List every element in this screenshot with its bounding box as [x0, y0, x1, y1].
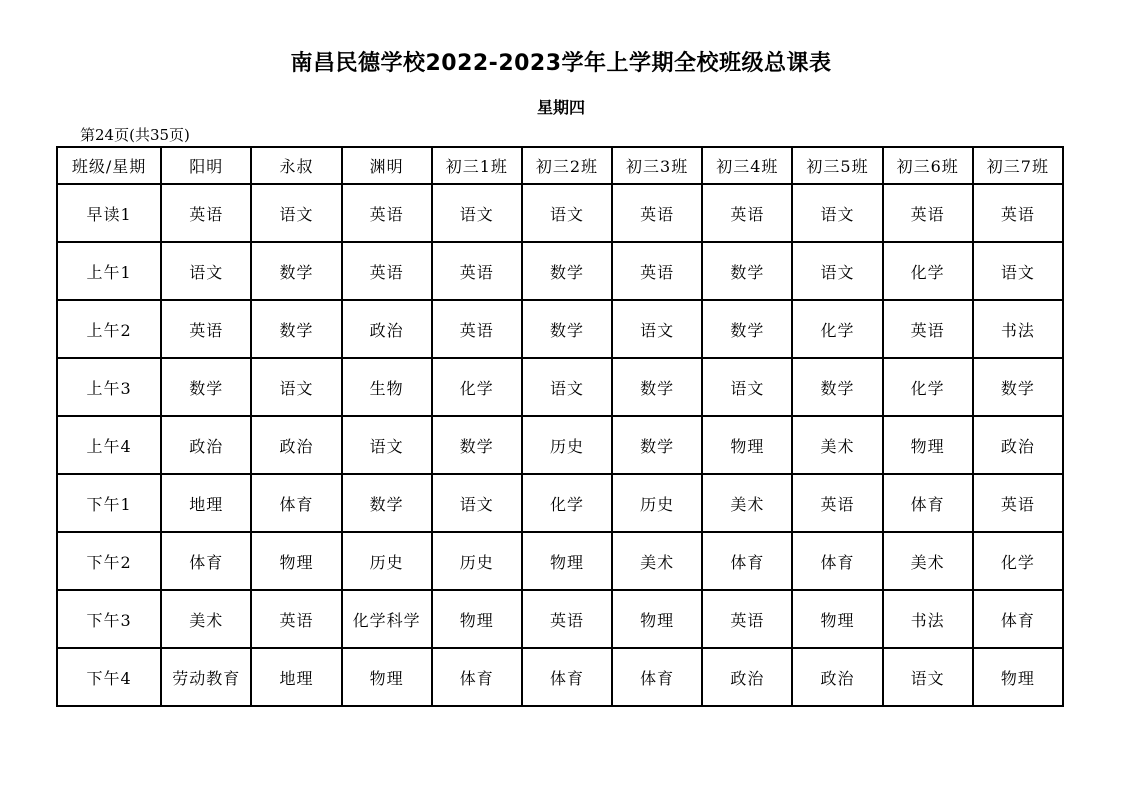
subject-cell: 英语 — [432, 242, 522, 300]
subject-cell: 语文 — [792, 242, 882, 300]
column-header-period: 班级/星期 — [57, 147, 161, 184]
subject-cell: 数学 — [251, 242, 341, 300]
subject-cell: 物理 — [883, 416, 973, 474]
subject-cell: 语文 — [612, 300, 702, 358]
subject-cell: 英语 — [342, 184, 432, 242]
subject-cell: 数学 — [612, 416, 702, 474]
table-row — [57, 184, 1063, 242]
subject-cell: 英语 — [702, 184, 792, 242]
subject-cell: 物理 — [432, 590, 522, 648]
subject-cell: 英语 — [522, 590, 612, 648]
subject-cell: 美术 — [702, 474, 792, 532]
subject-cell: 美术 — [612, 532, 702, 590]
table-row — [57, 590, 1063, 648]
subject-cell: 数学 — [432, 416, 522, 474]
subject-cell: 历史 — [342, 532, 432, 590]
period-cell: 下午3 — [57, 590, 161, 648]
subject-cell: 生物 — [342, 358, 432, 416]
subject-cell: 化学 — [883, 358, 973, 416]
subject-cell: 数学 — [161, 358, 251, 416]
period-cell: 上午2 — [57, 300, 161, 358]
subject-cell: 数学 — [702, 242, 792, 300]
subject-cell: 英语 — [702, 590, 792, 648]
subject-cell: 美术 — [883, 532, 973, 590]
subject-cell: 数学 — [342, 474, 432, 532]
subject-cell: 体育 — [973, 590, 1063, 648]
subject-cell: 美术 — [161, 590, 251, 648]
subject-cell: 语文 — [251, 358, 341, 416]
subject-cell: 政治 — [792, 648, 882, 706]
subject-cell: 体育 — [522, 648, 612, 706]
subject-cell: 数学 — [973, 358, 1063, 416]
header-row — [57, 147, 1063, 184]
subject-cell: 语文 — [251, 184, 341, 242]
period-cell: 下午2 — [57, 532, 161, 590]
column-header: 初三1班 — [432, 147, 522, 184]
subject-cell: 体育 — [432, 648, 522, 706]
subject-cell: 数学 — [522, 300, 612, 358]
subject-cell: 数学 — [522, 242, 612, 300]
subject-cell: 英语 — [883, 300, 973, 358]
subject-cell: 物理 — [612, 590, 702, 648]
page-title: 南昌民德学校2022-2023学年上学期全校班级总课表 — [290, 51, 832, 76]
subject-cell: 历史 — [612, 474, 702, 532]
subject-cell: 语文 — [432, 184, 522, 242]
table-row — [57, 648, 1063, 706]
subject-cell: 英语 — [251, 590, 341, 648]
subject-cell: 语文 — [973, 242, 1063, 300]
table-row — [57, 474, 1063, 532]
schedule-body — [57, 184, 1063, 706]
subject-cell: 体育 — [792, 532, 882, 590]
subject-cell: 英语 — [973, 474, 1063, 532]
subject-cell: 体育 — [702, 532, 792, 590]
subject-cell: 体育 — [161, 532, 251, 590]
subject-cell: 政治 — [973, 416, 1063, 474]
column-header: 永叔 — [251, 147, 341, 184]
subject-cell: 物理 — [342, 648, 432, 706]
subject-cell: 体育 — [883, 474, 973, 532]
table-row — [57, 242, 1063, 300]
subject-cell: 语文 — [883, 648, 973, 706]
subject-cell: 英语 — [432, 300, 522, 358]
column-header: 渊明 — [342, 147, 432, 184]
subject-cell: 数学 — [251, 300, 341, 358]
subject-cell: 政治 — [342, 300, 432, 358]
table-row — [57, 300, 1063, 358]
table-row — [57, 532, 1063, 590]
column-header: 初三2班 — [522, 147, 612, 184]
subject-cell: 物理 — [251, 532, 341, 590]
subject-cell: 数学 — [702, 300, 792, 358]
subject-cell: 语文 — [161, 242, 251, 300]
subject-cell: 地理 — [161, 474, 251, 532]
subject-cell: 英语 — [161, 300, 251, 358]
subject-cell: 劳动教育 — [161, 648, 251, 706]
subject-cell: 化学 — [883, 242, 973, 300]
subject-cell: 美术 — [792, 416, 882, 474]
subject-cell: 物理 — [973, 648, 1063, 706]
subject-cell: 语文 — [522, 184, 612, 242]
column-header: 阳明 — [161, 147, 251, 184]
subject-cell: 英语 — [612, 242, 702, 300]
period-cell: 上午1 — [57, 242, 161, 300]
subject-cell: 化学科学 — [342, 590, 432, 648]
subject-cell: 政治 — [251, 416, 341, 474]
schedule-table — [56, 146, 1064, 707]
day-subtitle: 星期四 — [536, 98, 585, 117]
subject-cell: 书法 — [973, 300, 1063, 358]
subject-cell: 体育 — [251, 474, 341, 532]
subject-cell: 政治 — [702, 648, 792, 706]
subject-cell: 语文 — [432, 474, 522, 532]
subject-cell: 历史 — [522, 416, 612, 474]
subject-cell: 化学 — [432, 358, 522, 416]
period-cell: 上午4 — [57, 416, 161, 474]
column-header: 初三7班 — [973, 147, 1063, 184]
subject-cell: 语文 — [702, 358, 792, 416]
subject-cell: 化学 — [973, 532, 1063, 590]
subject-cell: 政治 — [161, 416, 251, 474]
period-cell: 上午3 — [57, 358, 161, 416]
subject-cell: 书法 — [883, 590, 973, 648]
subject-cell: 数学 — [612, 358, 702, 416]
subject-cell: 地理 — [251, 648, 341, 706]
column-header: 初三5班 — [792, 147, 882, 184]
subject-cell: 语文 — [792, 184, 882, 242]
subject-cell: 语文 — [342, 416, 432, 474]
column-header: 初三6班 — [883, 147, 973, 184]
column-header: 初三4班 — [702, 147, 792, 184]
page-info: 第24页(共35页) — [80, 126, 190, 144]
subject-cell: 化学 — [522, 474, 612, 532]
period-cell: 下午1 — [57, 474, 161, 532]
subject-cell: 语文 — [522, 358, 612, 416]
column-header: 初三3班 — [612, 147, 702, 184]
subject-cell: 英语 — [883, 184, 973, 242]
subject-cell: 体育 — [612, 648, 702, 706]
subject-cell: 英语 — [342, 242, 432, 300]
subject-cell: 英语 — [612, 184, 702, 242]
period-cell: 下午4 — [57, 648, 161, 706]
table-row — [57, 358, 1063, 416]
table-row — [57, 416, 1063, 474]
subject-cell: 物理 — [522, 532, 612, 590]
subject-cell: 物理 — [702, 416, 792, 474]
subject-cell: 英语 — [792, 474, 882, 532]
subject-cell: 数学 — [792, 358, 882, 416]
subject-cell: 物理 — [792, 590, 882, 648]
subject-cell: 英语 — [973, 184, 1063, 242]
subject-cell: 化学 — [792, 300, 882, 358]
period-cell: 早读1 — [57, 184, 161, 242]
subject-cell: 历史 — [432, 532, 522, 590]
subject-cell: 英语 — [161, 184, 251, 242]
